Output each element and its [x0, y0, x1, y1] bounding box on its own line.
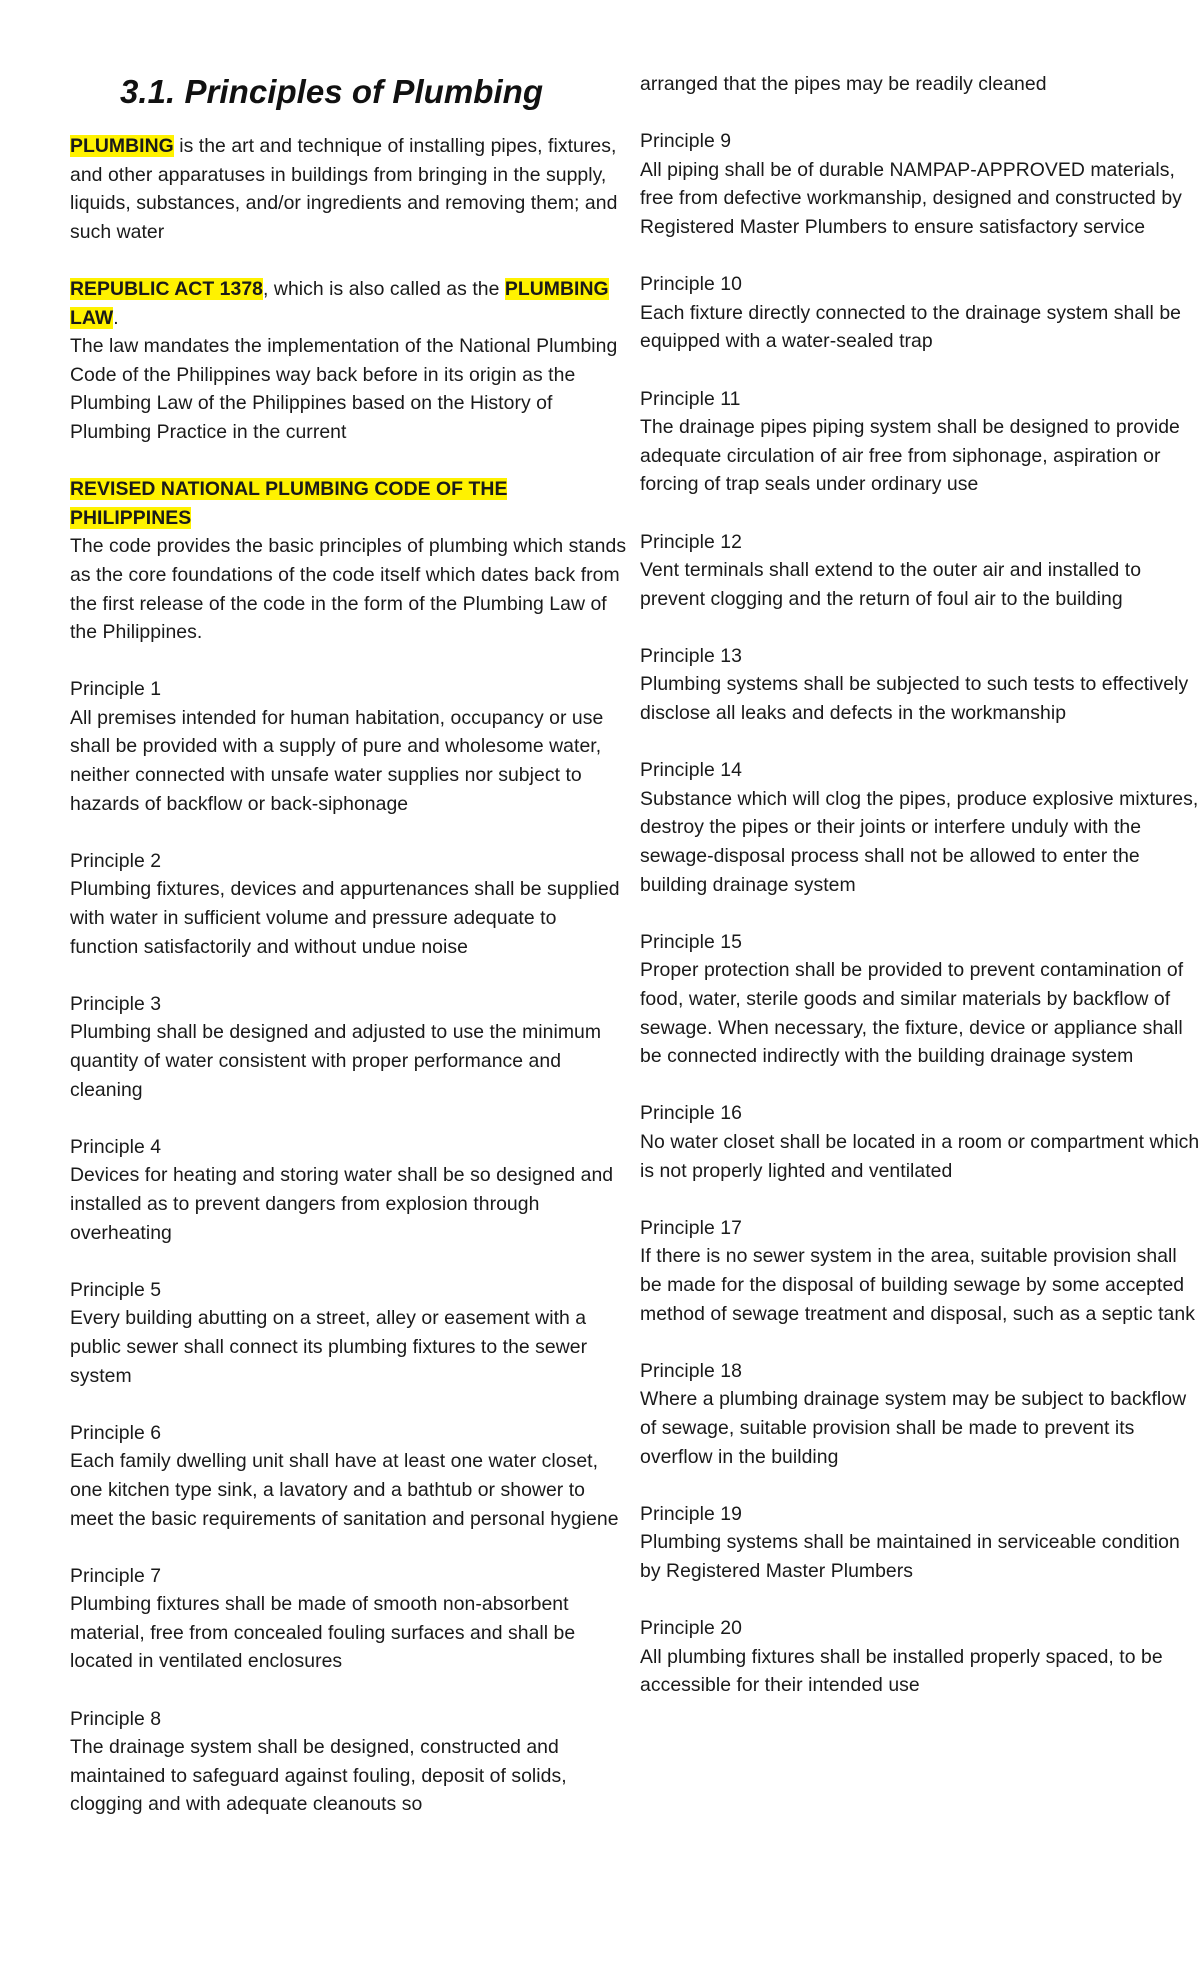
principle-text: Substance which will clog the pipes, produce explosive mixtures, destroy the pipes or their joints or interfere unduly with the sewage-disposal process shall not be allowed to enter the building drainage system: [640, 787, 1199, 896]
principle-item: [640, 1214, 1200, 1328]
principle-text: Every building abutting on a street, alley or easement with a public sewer shall connect its plumbing fixtures to the sewer system: [70, 1307, 588, 1387]
principle-item: [640, 270, 1200, 356]
plumbing-term: PLUMBING: [70, 135, 174, 157]
principle-heading: Principle 4: [70, 1135, 162, 1158]
principle-item: [70, 1562, 630, 1676]
principle-text: Vent terminals shall extend to the outer air and installed to prevent clogging and the return of foul air to the building: [640, 559, 1142, 610]
principle-heading: Principle 9: [640, 130, 732, 153]
principle-heading: Principle 18: [640, 1359, 742, 1382]
republic-act-section: [70, 275, 630, 447]
principle-heading: Principle 8: [70, 1707, 162, 1730]
principle-text: Plumbing shall be designed and adjusted to use the minimum quantity of water consistent with proper performance and cleaning: [70, 1021, 602, 1101]
republic-act-text: , which is also called as the: [263, 277, 505, 300]
principle-text: Plumbing systems shall be subjected to such tests to effectively disclose all leaks and defects in the workmanship: [640, 673, 1189, 725]
right-column: [640, 70, 1200, 1728]
principle-item: [70, 1705, 630, 1819]
principle-text: Where a plumbing drainage system may be subject to backflow of sewage, suitable provision shall be made to prevent its overflow in the building: [640, 1388, 1187, 1468]
principle-heading: Principle 12: [640, 530, 742, 553]
principle-text: All piping shall be of durable NAMPAP-APPROVED materials, free from defective workmanship, designed and constructed by Registered Master Plumbers to ensure satisfactory service: [640, 158, 1182, 238]
principle-item: [640, 928, 1200, 1071]
principle-item: [70, 990, 630, 1104]
principle-heading: Principle 17: [640, 1216, 742, 1239]
principles-list-left: [70, 675, 630, 1819]
principle-item: [70, 675, 630, 818]
plumbing-definition: [70, 132, 630, 246]
plumbing-definition-text: is the art and technique of installing pipes, fixtures, and other apparatuses in buildings from bringing in the supply, liquids, substances, and/or ingredients and removing them; and such water: [70, 135, 618, 243]
principle-text: Plumbing systems shall be maintained in serviceable condition by Registered Master Plumbers: [640, 1531, 1180, 1582]
principle-item: [70, 1419, 630, 1533]
principle-text: Devices for heating and storing water shall be so designed and installed as to prevent dangers from explosion through overheating: [70, 1164, 614, 1244]
principle-item: [640, 756, 1200, 899]
principle-text: The drainage system shall be designed, constructed and maintained to safeguard against fouling, deposit of solids, clogging and with adequate cleanouts so: [70, 1736, 567, 1816]
principle-heading: Principle 14: [640, 759, 742, 782]
principle-heading: Principle 2: [70, 849, 162, 872]
principle-heading: Principle 3: [70, 992, 162, 1015]
principle-8-continuation: [640, 70, 1200, 99]
principle-item: [640, 1500, 1200, 1586]
principle-text: Each family dwelling unit shall have at least one water closet, one kitchen type sink, a lavatory and a bathtub or shower to meet the basic requirements of sanitation and personal hygiene: [70, 1450, 619, 1530]
principle-item: [640, 127, 1200, 241]
principle-text: Plumbing fixtures, devices and appurtenances shall be supplied with water in sufficient volume and pressure adequate to function satisfactorily and without undue noise: [70, 878, 620, 958]
principle-heading: Principle 20: [640, 1617, 742, 1640]
principle-heading: Principle 10: [640, 273, 742, 296]
principles-list-right: [640, 127, 1200, 1700]
principle-text: All plumbing fixtures shall be installed properly spaced, to be accessible for their intended use: [640, 1645, 1163, 1697]
principle-item: [640, 1099, 1200, 1185]
republic-act-term: REPUBLIC ACT 1378: [70, 277, 264, 300]
revised-code-term: REVISED NATIONAL PLUMBING CODE OF THE PHILIPPINES: [70, 478, 508, 529]
republic-act-paragraph: The law mandates the implementation of the National Plumbing Code of the Philippines way back before in its origin as the Plumbing Law of the Philippines based on the History of Plumbing Practice in the current: [70, 335, 618, 443]
principle-item: [640, 385, 1200, 499]
principle-text: Each fixture directly connected to the drainage system shall be equipped with a water-sealed trap: [640, 301, 1181, 353]
page-title: 3.1. Principles of Plumbing: [120, 73, 544, 110]
principle-item: [70, 1133, 630, 1247]
principle-item: [640, 1614, 1200, 1700]
principle-item: [640, 1357, 1200, 1471]
principle-text: The drainage pipes piping system shall be designed to provide adequate circulation of air free from siphonage, aspiration or forcing of trap seals under ordinary use: [640, 416, 1180, 496]
principle-text: No water closet shall be located in a room or compartment which is not properly lighted and ventilated: [640, 1130, 1200, 1182]
principle-heading: Principle 5: [70, 1278, 162, 1301]
principle-text: All premises intended for human habitation, occupancy or use shall be provided with a supply of pure and wholesome water, neither connected with unsafe water supplies nor subject to hazards of backflow or back-siphonage: [70, 706, 604, 815]
principle-heading: Principle 16: [640, 1102, 742, 1125]
principle-item: [70, 847, 630, 961]
principle-heading: Principle 1: [70, 678, 162, 701]
principle-heading: Principle 11: [640, 387, 741, 410]
principle-item: [640, 528, 1200, 614]
principle-heading: Principle 19: [640, 1502, 742, 1525]
principle-heading: Principle 7: [70, 1564, 162, 1587]
plumbing-law-term: PLUMBING LAW: [70, 277, 609, 329]
principle-text: If there is no sewer system in the area, suitable provision shall be made for the disposal of building sewage by some accepted method of sewage treatment and disposal, such as a septic tank: [640, 1245, 1195, 1325]
principle-item: [640, 642, 1200, 728]
principle-item: [70, 1276, 630, 1390]
revised-code-section: [70, 475, 630, 647]
principle-text: Plumbing fixtures shall be made of smooth non-absorbent material, free from concealed fouling surfaces and shall be located in ventilated enclosures: [70, 1593, 576, 1673]
left-column: [70, 70, 630, 1848]
principle-heading: Principle 6: [70, 1421, 162, 1444]
principle-heading: Principle 15: [640, 930, 742, 953]
principle-text: Proper protection shall be provided to prevent contamination of food, water, sterile goods and similar materials by backflow of sewage. When necessary, the fixture, device or appliance shall be connected indirectly with the building drainage system: [640, 959, 1184, 1068]
principle-heading: Principle 13: [640, 644, 742, 667]
republic-act-period: .: [113, 306, 119, 329]
continuation-text: arranged that the pipes may be readily cleaned: [640, 73, 1047, 95]
revised-code-paragraph: The code provides the basic principles of plumbing which stands as the core foundations of the code itself which dates back from the first release of the code in the form of the Plumbing Law of the Philippines.: [70, 535, 627, 644]
